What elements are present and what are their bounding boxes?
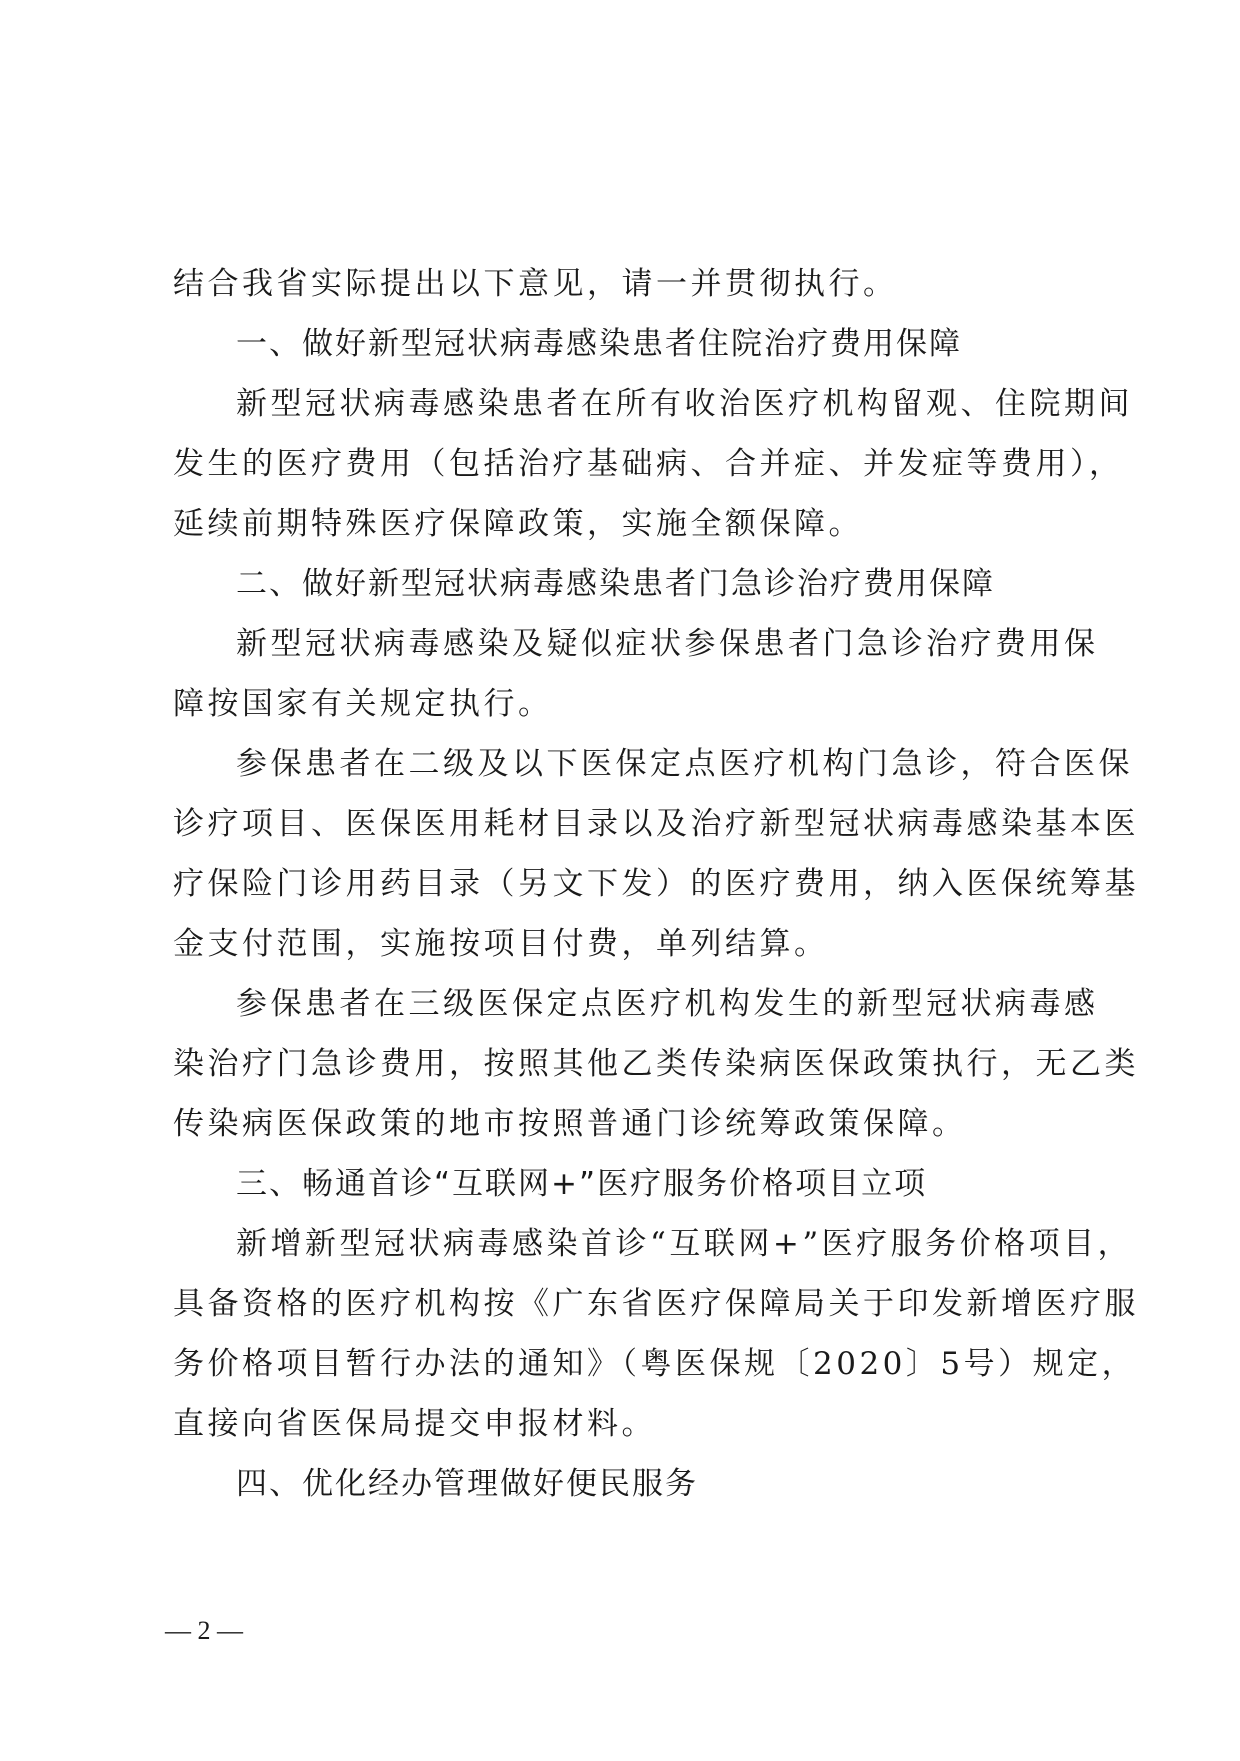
body-text-line: 延续前期特殊医疗保障政策，实施全额保障。 <box>173 506 863 542</box>
body-text-line: 染治疗门急诊费用，按照其他乙类传染病医保政策执行，无乙类 <box>173 1046 1139 1082</box>
section-heading-4: 四、优化经办管理做好便民服务 <box>236 1466 698 1502</box>
body-text-line: 金支付范围，实施按项目付费，单列结算。 <box>173 926 829 962</box>
body-text-line: 具备资格的医疗机构按《广东省医疗保障局关于印发新增医疗服 <box>173 1286 1139 1322</box>
body-text-line: 诊疗项目、医保医用耗材目录以及治疗新型冠状病毒感染基本医 <box>173 806 1139 842</box>
section-heading-1: 一、做好新型冠状病毒感染患者住院治疗费用保障 <box>236 326 962 362</box>
body-text-line: 参保患者在二级及以下医保定点医疗机构门急诊，符合医保 <box>236 746 1133 782</box>
body-text-line: 发生的医疗费用（包括治疗基础病、合并症、并发症等费用）， <box>173 446 1124 482</box>
section-heading-2: 二、做好新型冠状病毒感染患者门急诊治疗费用保障 <box>236 566 995 602</box>
body-text-line: 疗保险门诊用药目录（另文下发）的医疗费用，纳入医保统筹基 <box>173 866 1139 902</box>
body-text-line: 新型冠状病毒感染及疑似症状参保患者门急诊治疗费用保 <box>236 626 1099 662</box>
body-text-line: 结合我省实际提出以下意见，请一并贯彻执行。 <box>173 266 898 302</box>
section-heading-3: 三、畅通首诊“互联网+”医疗服务价格项目立项 <box>236 1166 928 1202</box>
body-text-line: 传染病医保政策的地市按照普通门诊统筹政策保障。 <box>173 1106 967 1142</box>
body-text-line: 务价格项目暂行办法的通知》（粤医保规〔2020〕5号）规定， <box>173 1346 1137 1382</box>
body-text-line: 新增新型冠状病毒感染首诊“互联网+”医疗服务价格项目， <box>236 1226 1133 1262</box>
body-text-line: 新型冠状病毒感染患者在所有收治医疗机构留观、住院期间 <box>236 386 1133 422</box>
body-text-line: 直接向省医保局提交申报材料。 <box>173 1406 656 1442</box>
body-text-line: 参保患者在三级医保定点医疗机构发生的新型冠状病毒感 <box>236 986 1099 1022</box>
body-text-line: 障按国家有关规定执行。 <box>173 686 553 722</box>
page-number: — 2 — <box>165 1616 243 1645</box>
